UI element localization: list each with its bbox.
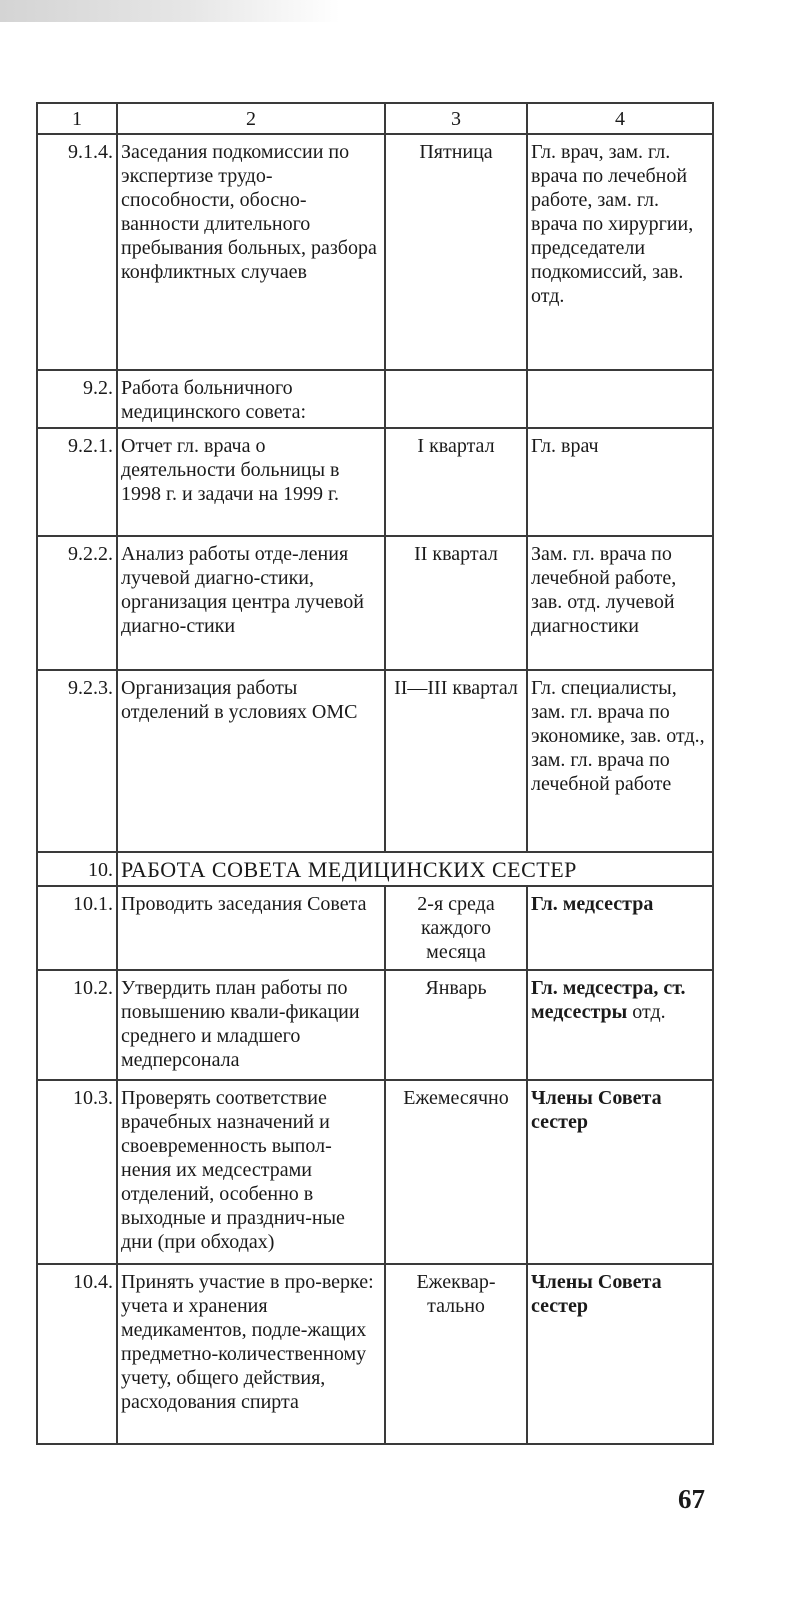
table-row bbox=[37, 134, 713, 370]
responsible-bold: Гл. медсестра, ст. медсестры bbox=[531, 977, 686, 1023]
plan-table bbox=[36, 102, 714, 1445]
row-text: Отчет гл. врача о деятельности больницы в 1998 г. и задачи на 1999 г. bbox=[117, 428, 385, 536]
responsible-extra: отд. bbox=[632, 1001, 666, 1023]
row-number: 9.1.4. bbox=[37, 134, 117, 370]
row-text: Проводить заседания Совета bbox=[117, 886, 385, 970]
row-text: Заседания подкомиссии по экспертизе трудо-способности, обосно-ванности длительного пребывания больных, разбора конфликтных случаев bbox=[117, 134, 385, 370]
row-number: 9.2.1. bbox=[37, 428, 117, 536]
header-cell: 2 bbox=[117, 103, 385, 134]
row-responsible: Члены Совета сестер bbox=[527, 1080, 713, 1264]
row-term: I квартал bbox=[385, 428, 527, 536]
row-text: Утвердить план работы по повышению квали-фикации среднего и младшего медперсонала bbox=[117, 970, 385, 1080]
header-cell: 1 bbox=[37, 103, 117, 134]
row-number: 9.2.2. bbox=[37, 536, 117, 670]
row-number: 10.1. bbox=[37, 886, 117, 970]
row-term: Пятница bbox=[385, 134, 527, 370]
table-row bbox=[37, 536, 713, 670]
section-number: 10. bbox=[37, 852, 117, 886]
row-term: Январь bbox=[385, 970, 527, 1080]
table-header-row bbox=[37, 103, 713, 134]
section-row bbox=[37, 852, 713, 886]
row-number: 10.2. bbox=[37, 970, 117, 1080]
row-responsible: Гл. медсестра bbox=[527, 886, 713, 970]
row-term: 2-я среда каждого месяца bbox=[385, 886, 527, 970]
row-term: II квартал bbox=[385, 536, 527, 670]
section-title: РАБОТА СОВЕТА МЕДИЦИНСКИХ СЕСТЕР bbox=[117, 852, 713, 886]
row-responsible: Гл. специалисты, зам. гл. врача по экономике, зав. отд., зам. гл. врача по лечебной работе bbox=[527, 670, 713, 852]
row-responsible: Члены Совета сестер bbox=[527, 1264, 713, 1444]
table-row bbox=[37, 370, 713, 428]
row-number: 10.3. bbox=[37, 1080, 117, 1264]
scan-shadow bbox=[0, 0, 340, 22]
row-term bbox=[385, 370, 527, 428]
header-cell: 4 bbox=[527, 103, 713, 134]
row-term: Ежемесячно bbox=[385, 1080, 527, 1264]
table-row bbox=[37, 886, 713, 970]
table-row bbox=[37, 970, 713, 1080]
row-text: Работа больничного медицинского совета: bbox=[117, 370, 385, 428]
row-text: Организация работы отделений в условиях ОМС bbox=[117, 670, 385, 852]
table-row bbox=[37, 1080, 713, 1264]
table-row bbox=[37, 428, 713, 536]
table-row bbox=[37, 670, 713, 852]
row-number: 9.2.3. bbox=[37, 670, 117, 852]
row-term: II—III квартал bbox=[385, 670, 527, 852]
row-text: Проверять соответствие врачебных назначений и своевременность выпол-нения их медсестрами отделений, особенно в выходные и празднич-ные дни (при обходах) bbox=[117, 1080, 385, 1264]
row-term: Ежеквар-тально bbox=[385, 1264, 527, 1444]
row-responsible: Зам. гл. врача по лечебной работе, зав. отд. лучевой диагностики bbox=[527, 536, 713, 670]
row-number: 9.2. bbox=[37, 370, 117, 428]
row-responsible bbox=[527, 370, 713, 428]
page-number: 67 bbox=[678, 1484, 705, 1514]
row-responsible: Гл. врач, зам. гл. врача по лечебной работе, зам. гл. врача по хирургии, председатели подкомиссий, зав. отд. bbox=[527, 134, 713, 370]
row-responsible: Гл. врач bbox=[527, 428, 713, 536]
row-text: Принять участие в про-верке: учета и хранения медикаментов, подле-жащих предметно-количественному учету, общего действия, расходования спирта bbox=[117, 1264, 385, 1444]
row-number: 10.4. bbox=[37, 1264, 117, 1444]
row-text: Анализ работы отде-ления лучевой диагно-стики, организация центра лучевой диагно-стики bbox=[117, 536, 385, 670]
row-responsible bbox=[527, 970, 713, 1080]
table-row bbox=[37, 1264, 713, 1444]
header-cell: 3 bbox=[385, 103, 527, 134]
